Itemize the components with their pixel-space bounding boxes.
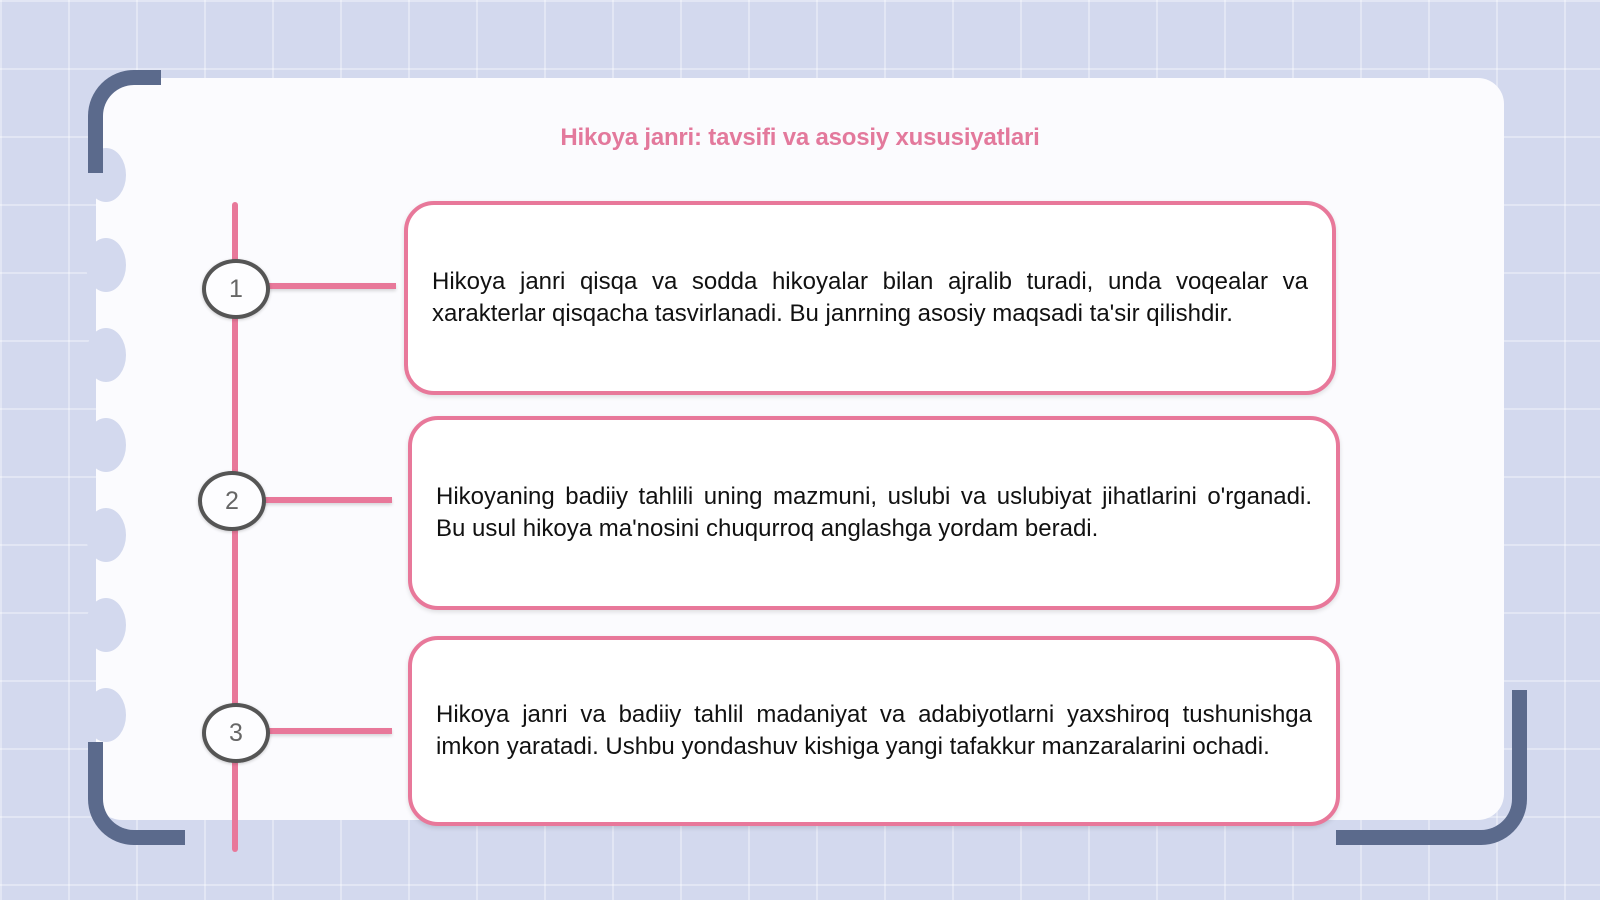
corner-bracket-bottom-left [88, 742, 185, 845]
step-marker: 2 [198, 471, 266, 531]
paper-tab [86, 688, 126, 742]
timeline-connector [268, 728, 392, 734]
paper-tab [86, 418, 126, 472]
step-card [408, 636, 1340, 826]
step-marker: 3 [202, 703, 270, 763]
step-text: Hikoya janri va badiiy tahlil madaniyat va adabiyotlarni yaxshiroq tushunishga imkon yaratadi. Ushbu yondashuv kishiga yangi tafakkur manzaralarini ochadi. [436, 701, 1312, 760]
timeline-connector [268, 283, 396, 289]
step-card [408, 416, 1340, 610]
paper-tab [86, 598, 126, 652]
corner-bracket-top-left [88, 70, 161, 173]
paper-tab [86, 328, 126, 382]
page-title: Hikoya janri: tavsifi va asosiy xususiyatlari [560, 124, 1040, 151]
step-text: Hikoyaning badiiy tahlili uning mazmuni, uslubi va uslubiyat jihatlarini o'rganadi. Bu usul hikoya ma'nosini chuqurroq anglashga yordam beradi. [436, 483, 1312, 542]
corner-bracket-bottom-right [1336, 690, 1527, 845]
step-card [404, 201, 1336, 395]
timeline-connector [264, 497, 392, 503]
step-marker: 1 [202, 259, 270, 319]
paper-tab [86, 508, 126, 562]
paper-tab [86, 238, 126, 292]
step-text: Hikoya janri qisqa va sodda hikoyalar bilan ajralib turadi, unda voqealar va xarakterlar qisqacha tasvirlanadi. Bu janrning asosiy maqsadi ta'sir qilishdir. [432, 268, 1308, 327]
